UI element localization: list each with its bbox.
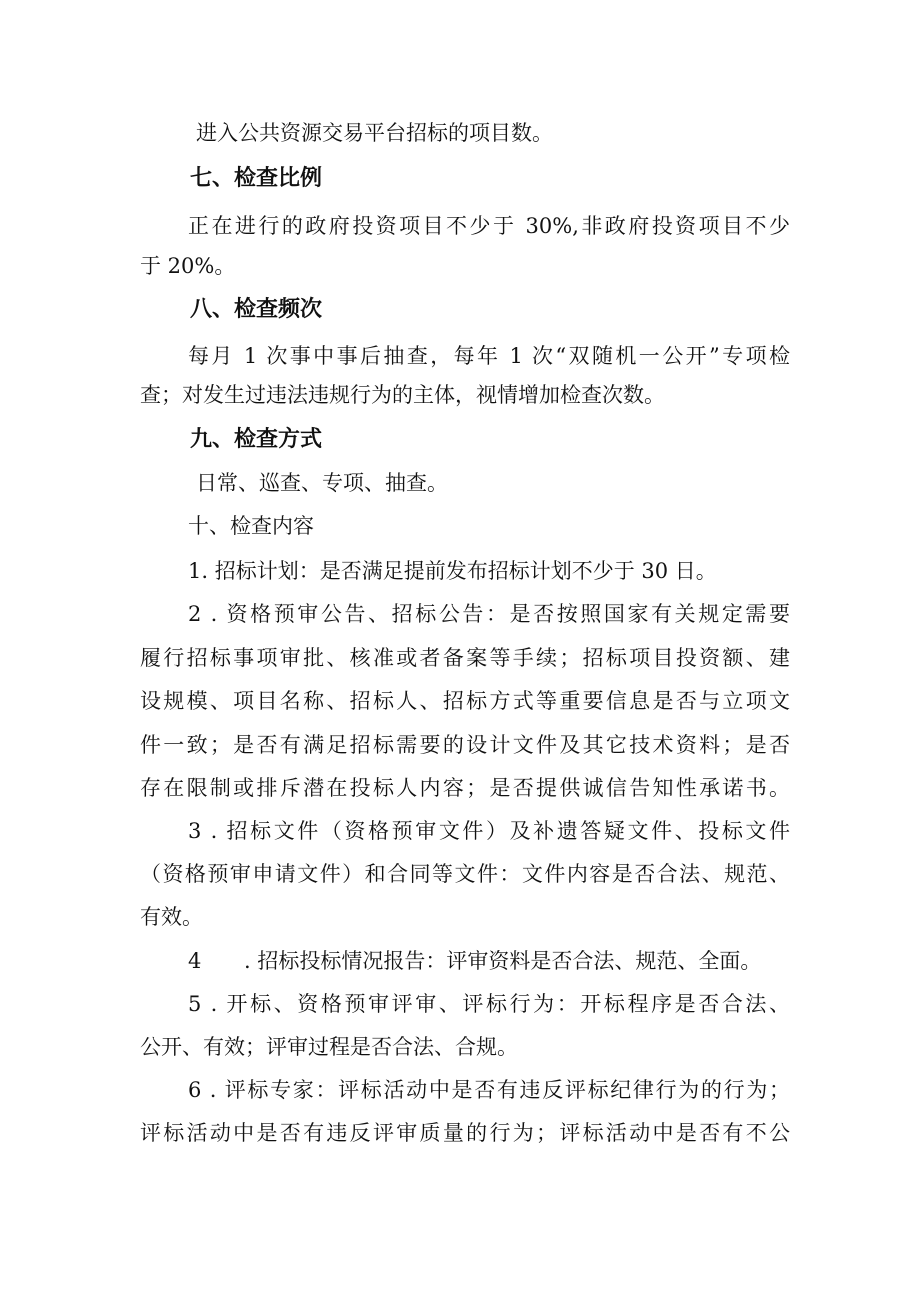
paragraph-frequency-line-2: 查；对发生过违法违规行为的主体，视情增加检查次数。 <box>140 383 665 407</box>
heading-inspection-ratio: 七、检查比例 <box>190 166 323 191</box>
item-3-line-2: （资格预审申请文件）和合同等文件：文件内容是否合法、规范、 <box>140 862 790 886</box>
paragraph-ratio-line-2: 于 20%。 <box>140 254 236 278</box>
item-2-line-4: 件一致；是否有满足招标需要的设计文件及其它技术资料；是否 <box>140 733 790 757</box>
item-5-line-1: 5 . 开标、资格预审评审、评标行为：开标程序是否合法、 <box>188 992 790 1016</box>
item-6-line-2: 评标活动中是否有违反评审质量的行为；评标活动中是否有不公 <box>140 1121 790 1145</box>
paragraph-frequency-line-1: 每月 1 次事中事后抽查，每年 1 次“双随机一公开”专项检 <box>188 344 790 368</box>
heading-inspection-method: 九、检查方式 <box>190 427 323 452</box>
item-3-line-1: 3 . 招标文件（资格预审文件）及补遗答疑文件、投标文件 <box>188 819 790 843</box>
continuation-line: 进入公共资源交易平台招标的项目数。 <box>196 121 553 145</box>
item-5-line-2: 公开、有效；评审过程是否合法、合规。 <box>140 1035 518 1059</box>
heading-inspection-frequency: 八、检查频次 <box>190 297 323 322</box>
item-2-line-1: 2 . 资格预审公告、招标公告：是否按照国家有关规定需要 <box>188 602 790 626</box>
item-2-line-5: 存在限制或排斥潜在投标人内容；是否提供诚信告知性承诺书。 <box>140 776 790 800</box>
item-3-line-3: 有效。 <box>140 905 203 929</box>
paragraph-method: 日常、巡查、专项、抽查。 <box>196 471 448 495</box>
item-6-line-1: 6 . 评标专家：评标活动中是否有违反评标纪律行为的行为； <box>188 1078 790 1102</box>
item-4-text: . 招标投标情况报告：评审资料是否合法、规范、全面。 <box>244 949 762 973</box>
item-4-number: 4 <box>188 949 202 973</box>
item-1-tender-plan: 1. 招标计划：是否满足提前发布招标计划不少于 30 日。 <box>188 559 717 583</box>
paragraph-ratio-line-1: 正在进行的政府投资项目不少于 30%,非政府投资项目不少 <box>188 214 790 238</box>
item-2-line-3: 设规模、项目名称、招标人、招标方式等重要信息是否与立项文 <box>140 689 790 713</box>
item-2-line-2: 履行招标事项审批、核准或者备案等手续；招标项目投资额、建 <box>140 646 790 670</box>
heading-inspection-content: 十、检查内容 <box>188 514 314 538</box>
